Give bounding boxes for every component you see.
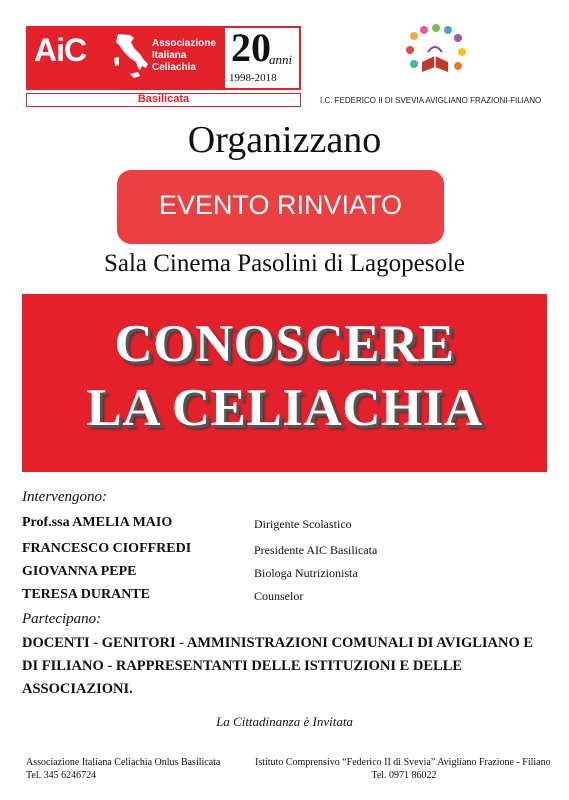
venue-text: Sala Cinema Pasolini di Lagopesole: [103, 250, 466, 277]
invite-text: La Cittadinanza è Invitata: [216, 714, 353, 729]
speakers-label: Intervengono:: [22, 489, 107, 505]
aic-brand-text: AiC: [34, 32, 87, 68]
footer-left-phone: Tel. 345 6246724: [26, 770, 97, 781]
anniversary-number: 20: [231, 25, 271, 70]
speaker-role: Biologa Nutrizionista: [254, 566, 358, 580]
footer-left: [26, 756, 220, 782]
speaker-role: Presidente AIC Basilicata: [254, 543, 378, 557]
main-title-line1: CONOSCERE: [114, 315, 455, 373]
aic-name-line: Celiachia: [152, 62, 196, 73]
speaker-role: Dirigente Scolastico: [254, 517, 352, 531]
region-bar: [26, 93, 301, 107]
participants-label: Partecipano:: [22, 611, 102, 627]
aic-logo: [26, 26, 301, 90]
aic-name-line: Associazione: [152, 38, 216, 49]
aic-name-line: Italiana: [152, 50, 187, 61]
footer-left-line1: Associazione Italiana Celiachia Onlus Basilicata: [26, 757, 221, 768]
evento-text: EVENTO RINVIATO: [158, 190, 403, 220]
main-title-line2: LA CELIACHIA: [86, 379, 483, 437]
speaker-name: GIOVANNA PEPE: [22, 564, 137, 579]
region-label: Basilicata: [137, 93, 190, 105]
main-title-band: [22, 294, 547, 472]
evento-banner: [117, 170, 444, 244]
italy-map-icon: [110, 32, 150, 84]
anniversary-badge: [223, 26, 301, 90]
anniversary-years: 1998-2018: [229, 72, 277, 84]
organizzano-heading: Organizzano: [187, 119, 382, 161]
speaker-name: TERESA DURANTE: [22, 587, 150, 602]
aic-name: [152, 38, 216, 74]
footer-right-phone: Tel. 0971 86022: [371, 770, 437, 781]
participants-text: DOCENTI - GENITORI - AMMINISTRAZIONI COMUNALI DI AVIGLIANO E DI FILIANO - RAPPRESENTANTI DELLE ISTITUZIONI E DELLE ASSOCIAZIONI.: [22, 635, 534, 697]
footer-right: [255, 756, 553, 782]
anniversary-word: anni: [269, 52, 293, 67]
speaker-name: FRANCESCO CIOFFREDI: [22, 541, 192, 556]
footer-right-line1: Istituto Comprensivo “Federico II di Svevia” Avigliano Frazione - Filiano: [255, 757, 551, 768]
speaker-name: Prof.ssa AMELIA MAIO: [22, 515, 173, 530]
school-caption: I.C. FEDERICO II DI SVEVIA AVIGLIANO FRAZIONI-FILIANO: [320, 96, 542, 105]
school-logo-icon: [400, 22, 470, 82]
speaker-role: Counselor: [254, 589, 304, 603]
